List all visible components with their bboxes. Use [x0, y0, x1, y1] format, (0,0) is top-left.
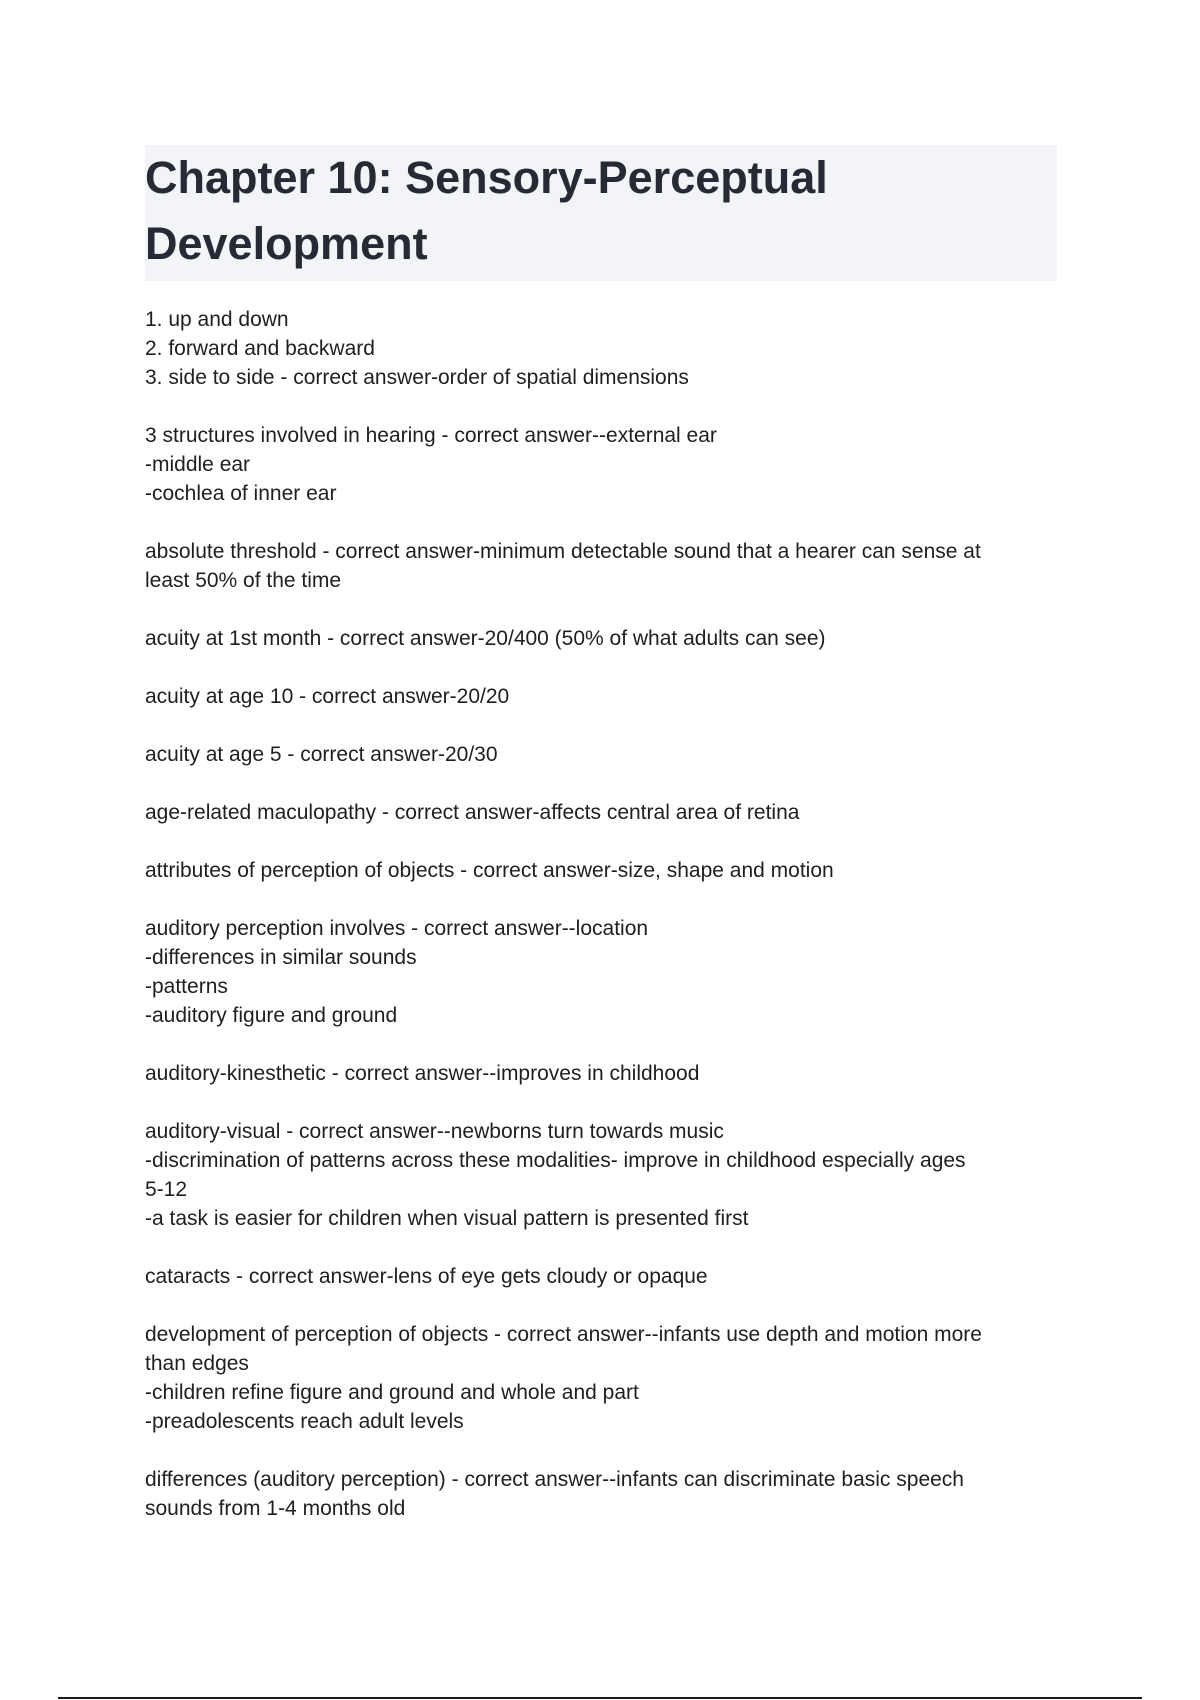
entry-line: auditory-visual - correct answer--newborns turn towards music — [145, 1120, 724, 1143]
flashcard-entry — [145, 798, 1057, 827]
entry-line: auditory-kinesthetic - correct answer--improves in childhood — [145, 1062, 700, 1085]
chapter-title-banner — [145, 145, 1057, 281]
entry-line: acuity at age 5 - correct answer-20/30 — [145, 743, 498, 766]
entry-line: development of perception of objects - correct answer--infants use depth and motion more — [145, 1323, 982, 1346]
flashcard-entry — [145, 1320, 1057, 1436]
entry-line: least 50% of the time — [145, 569, 342, 592]
entry-line: 3 structures involved in hearing - correct answer--external ear — [145, 424, 717, 447]
entry-line: 3. side to side - correct answer-order of spatial dimensions — [145, 366, 689, 389]
flashcard-entry — [145, 624, 1057, 653]
chapter-title — [145, 145, 1057, 277]
page-bottom-rule — [58, 1697, 1142, 1699]
entry-line: 2. forward and backward — [145, 337, 375, 360]
flashcard-entry — [145, 1262, 1057, 1291]
entry-line: acuity at 1st month - correct answer-20/400 (50% of what adults can see) — [145, 627, 826, 650]
flashcard-entry — [145, 1465, 1057, 1523]
entry-line: attributes of perception of objects - correct answer-size, shape and motion — [145, 859, 834, 882]
entry-line: 5-12 — [145, 1178, 188, 1201]
entry-line: absolute threshold - correct answer-minimum detectable sound that a hearer can sense at — [145, 540, 981, 563]
entry-line: sounds from 1-4 months old — [145, 1497, 406, 1520]
flashcard-entry — [145, 682, 1057, 711]
chapter-title-line: Development — [145, 218, 428, 269]
flashcard-entry — [145, 421, 1057, 508]
flashcard-entry — [145, 537, 1057, 595]
flashcard-list — [145, 305, 1057, 1552]
entry-line: -auditory figure and ground — [145, 1004, 398, 1027]
flashcard-entry — [145, 305, 1057, 392]
flashcard-entry — [145, 740, 1057, 769]
flashcard-entry — [145, 914, 1057, 1030]
entry-line: -children refine figure and ground and whole and part — [145, 1381, 639, 1404]
entry-line: cataracts - correct answer-lens of eye gets cloudy or opaque — [145, 1265, 708, 1288]
flashcard-entry — [145, 856, 1057, 885]
chapter-title-line: Chapter 10: Sensory-Perceptual — [145, 152, 828, 203]
entry-line: age-related maculopathy - correct answer-affects central area of retina — [145, 801, 800, 824]
flashcard-entry — [145, 1117, 1057, 1233]
entry-line: -cochlea of inner ear — [145, 482, 337, 505]
flashcard-entry — [145, 1059, 1057, 1088]
entry-line: -discrimination of patterns across these modalities- improve in childhood especially ages — [145, 1149, 966, 1172]
entry-line: acuity at age 10 - correct answer-20/20 — [145, 685, 510, 708]
entry-line: auditory perception involves - correct answer--location — [145, 917, 649, 940]
entry-line: 1. up and down — [145, 308, 289, 331]
entry-line: differences (auditory perception) - correct answer--infants can discriminate basic speech — [145, 1468, 964, 1491]
entry-line: than edges — [145, 1352, 249, 1375]
entry-line: -preadolescents reach adult levels — [145, 1410, 464, 1433]
entry-line: -a task is easier for children when visual pattern is presented first — [145, 1207, 749, 1230]
entry-line: -middle ear — [145, 453, 251, 476]
entry-line: -patterns — [145, 975, 228, 998]
entry-line: -differences in similar sounds — [145, 946, 417, 969]
